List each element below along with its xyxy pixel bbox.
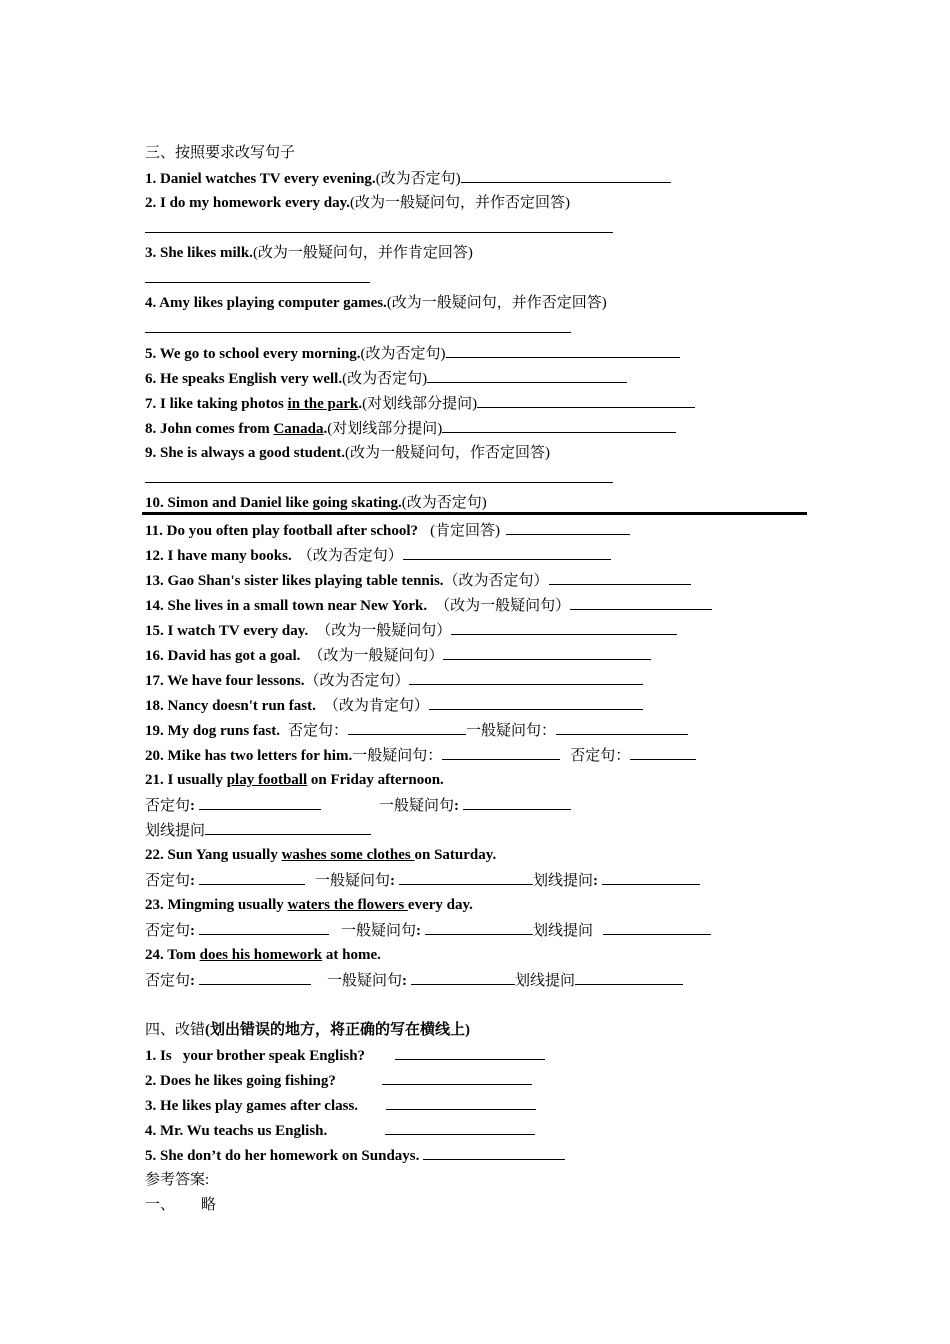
answer-blank[interactable] bbox=[199, 794, 321, 810]
worksheet bbox=[145, 142, 825, 1219]
answer-blank[interactable] bbox=[463, 794, 571, 810]
item-24: 24. Tom does his homework at home. bbox=[145, 947, 381, 963]
answer-blank[interactable] bbox=[395, 1044, 545, 1060]
item-1: 1. Daniel watches TV every evening.(改为否定句) bbox=[145, 167, 825, 192]
underlined-phrase: in the park bbox=[287, 396, 359, 412]
answer-blank[interactable] bbox=[630, 744, 696, 760]
answer-blank[interactable] bbox=[409, 669, 643, 685]
fix-item-3: 3. He likes play games after class. bbox=[145, 1094, 825, 1119]
item-9: 9. She is always a good student.(改为一般疑问句，作否定回答) bbox=[145, 445, 551, 461]
item-22-answers: 否定句: 一般疑问句: 划线提问: bbox=[145, 869, 825, 894]
answer-blank[interactable] bbox=[603, 919, 711, 935]
answer-blank[interactable] bbox=[442, 417, 676, 433]
spacer bbox=[145, 994, 825, 1019]
item-8: 8. John comes from Canada.(对划线部分提问) bbox=[145, 417, 825, 442]
answer-blank[interactable] bbox=[429, 694, 643, 710]
answer-blank[interactable] bbox=[205, 819, 371, 835]
fix-item-4: 4. Mr. Wu teachs us English. bbox=[145, 1119, 825, 1144]
item-5: 5. We go to school every morning.(改为否定句) bbox=[145, 342, 825, 367]
answer-blank[interactable] bbox=[199, 919, 329, 935]
answer-blank[interactable] bbox=[386, 1094, 536, 1110]
item-19: 19. My dog runs fast. 否定句： 一般疑问句： bbox=[145, 719, 825, 744]
underlined-phrase: waters the flowers bbox=[287, 897, 408, 913]
item-14: 14. She lives in a small town near New York. （改为一般疑问句） bbox=[145, 594, 825, 619]
underlined-phrase: Canada bbox=[273, 421, 324, 437]
answer-blank[interactable] bbox=[427, 367, 627, 383]
answer-blank[interactable] bbox=[443, 644, 651, 660]
answer-blank[interactable] bbox=[423, 1144, 565, 1160]
answer-blank[interactable] bbox=[145, 217, 613, 233]
item-23: 23. Mingming usually waters the flowers every day. bbox=[145, 897, 473, 913]
divider-rule bbox=[142, 512, 807, 515]
answer-blank[interactable] bbox=[451, 619, 677, 635]
item-4-answer-line bbox=[145, 317, 825, 342]
item-2: 2. I do my homework every day.(改为一般疑问句，并作否定回答) bbox=[145, 195, 570, 211]
item-3: 3. She likes milk.(改为一般疑问句，并作肯定回答) bbox=[145, 245, 473, 261]
item-21-underline-q: 划线提问 bbox=[145, 819, 825, 844]
underlined-phrase: does his homework bbox=[199, 947, 323, 963]
item-9-answer-line bbox=[145, 467, 825, 492]
item-15: 15. I watch TV every day. （改为一般疑问句） bbox=[145, 619, 825, 644]
answer-blank[interactable] bbox=[575, 969, 683, 985]
fix-item-1: 1. Is your brother speak English? bbox=[145, 1044, 825, 1069]
answer-blank[interactable] bbox=[602, 869, 700, 885]
answer-blank[interactable] bbox=[145, 267, 370, 283]
item-12: 12. I have many books. （改为否定句） bbox=[145, 544, 825, 569]
answer-blank[interactable] bbox=[199, 869, 305, 885]
answer-blank[interactable] bbox=[411, 969, 515, 985]
answer-blank[interactable] bbox=[145, 467, 613, 483]
item-17: 17. We have four lessons.（改为否定句） bbox=[145, 669, 825, 694]
section4-heading: 四、改错(划出错误的地方，将正确的写在横线上) bbox=[145, 1022, 471, 1038]
answer-blank[interactable] bbox=[403, 544, 611, 560]
answer-blank[interactable] bbox=[556, 719, 688, 735]
item-24-answers: 否定句: 一般疑问句: 划线提问 bbox=[145, 969, 825, 994]
item-13: 13. Gao Shan's sister likes playing table tennis.（改为否定句） bbox=[145, 569, 825, 594]
underlined-phrase: washes some clothes bbox=[281, 847, 415, 863]
answer-blank[interactable] bbox=[461, 167, 671, 183]
item-4: 4. Amy likes playing computer games.(改为一般疑问句，并作否定回答) bbox=[145, 295, 607, 311]
item-23-answers: 否定句: 一般疑问句: 划线提问 bbox=[145, 919, 825, 944]
item-18: 18. Nancy doesn't run fast. （改为肯定句） bbox=[145, 694, 825, 719]
answer-blank[interactable] bbox=[382, 1069, 532, 1085]
item-3-answer-line bbox=[145, 267, 825, 292]
answer-blank[interactable] bbox=[399, 869, 533, 885]
answers-heading: 参考答案: bbox=[145, 1172, 210, 1188]
item-11: 11. Do you often play football after school? (肯定回答) bbox=[145, 519, 825, 544]
section3-heading: 三、按照要求改写句子 bbox=[145, 145, 296, 161]
fix-item-5: 5. She don’t do her homework on Sundays. bbox=[145, 1144, 825, 1169]
answer-blank[interactable] bbox=[348, 719, 466, 735]
underlined-phrase: play football bbox=[226, 772, 308, 788]
answer-blank[interactable] bbox=[477, 392, 695, 408]
item-6: 6. He speaks English very well.(改为否定句) bbox=[145, 367, 825, 392]
answer-blank[interactable] bbox=[570, 594, 712, 610]
answer-blank[interactable] bbox=[385, 1119, 535, 1135]
answers-item-1: 一、 略 bbox=[145, 1197, 217, 1213]
item-21: 21. I usually play football on Friday afternoon. bbox=[145, 772, 444, 788]
answer-blank[interactable] bbox=[446, 342, 680, 358]
item-2-answer-line bbox=[145, 217, 825, 242]
answer-blank[interactable] bbox=[549, 569, 691, 585]
answer-blank[interactable] bbox=[199, 969, 311, 985]
item-7: 7. I like taking photos in the park.(对划线部分提问) bbox=[145, 392, 825, 417]
answer-blank[interactable] bbox=[145, 317, 571, 333]
item-22: 22. Sun Yang usually washes some clothes on Saturday. bbox=[145, 847, 497, 863]
item-20: 20. Mike has two letters for him.一般疑问句： 否定句： bbox=[145, 744, 825, 769]
answer-blank[interactable] bbox=[442, 744, 560, 760]
answer-blank[interactable] bbox=[506, 519, 630, 535]
answer-blank[interactable] bbox=[425, 919, 533, 935]
item-16: 16. David has got a goal. （改为一般疑问句） bbox=[145, 644, 825, 669]
item-10: 10. Simon and Daniel like going skating.(改为否定句) bbox=[145, 495, 487, 511]
fix-item-2: 2. Does he likes going fishing? bbox=[145, 1069, 825, 1094]
item-21-answers: 否定句: 一般疑问句: bbox=[145, 794, 825, 819]
